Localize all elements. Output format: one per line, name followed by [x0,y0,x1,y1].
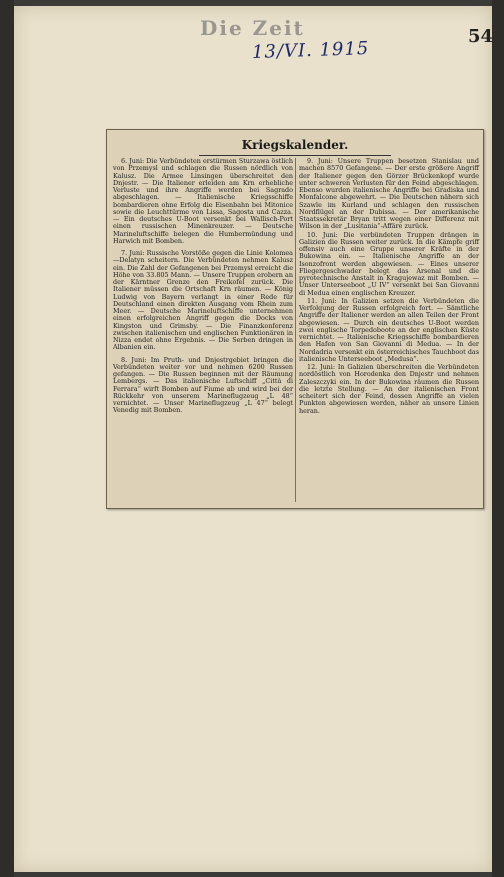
entry-june-7: 7. Juni: Russische Vorstöße gegen die Linie Kolomea—Delatyn scheitern. Die Verbündeten nehmen Kalusz ein. Die Zahl der Gefangenen bei Przemysl erreicht die Höhe von 33.805 Mann. — Unsere Truppen erobern an der Kärntner Grenze den Freikofel zurück. Die Italiener müssen die Ortschaft Krn räumen. — König Ludwig von Bayern verlangt in einer Rede für Deutschland einen direkten Ausgang vom Rhein zum Meer. — Deutsche Marineluftschiffe unternehmen einen erfolgreichen Angriff gegen die Docks von Kingston und Grimsby. — Die Finanzkonferenz zwischen italienischen und englischen Funktionären in Nizza endet ohne Ergebnis. — Die Serben dringen in Albanien ein. [113,249,293,352]
entry-june-6: 6. Juni: Die Verbündeten erstürmen Sturzawa östlich von Przemysl und schlagen die Russen nördlich von Kalusz. Die Armee Linsingen überschreitet den Dnjestr. — Die Italiener erleiden am Krn erhebliche Verluste und ihre Angriffe werden bei Sagrado abgeschlagen. — Italienische Kriegsschiffe bombardieren ohne Erfolg die Eisenbahn bei Mitonice sowie die Leuchttürme von Lissa, Sagosta und Cazza. — Ein deutsches U-Boot versenkt bei Wallisch-Port einen russischen Minenkreuzer. — Deutsche Marineluftschiffe belegen die Humbermündung und Harwich mit Bomben. [113,157,293,245]
entry-june-9: 9. Juni: Unsere Truppen besetzen Stanislau und machen 8570 Gefangene. — Der erste größere Angriff der Italiener gegen den Görzer Brückenkopf wurde unter schweren Verlusten für den Feind abgeschlagen. Ebenso wurden italienische Angriffe bei Gradiska und Monfalcone abgewehrt. — Die Deutschen nähern sich Szawle im Kurland und schlagen den russischen Nordflügel an der Dubissa. — Der amerikanische Staatssekretär Bryan tritt wegen einer Differenz mit Wilson in der „Lusitania“-Affäre zurück. [299,157,479,231]
entry-june-8: 8. Juni: Im Pruth- und Dnjestrgebiet bringen die Verbündeten weiter vor und nehmen 6200 Russen gefangen. — Die Russen beginnen mit der Räumung Lembergs. — Das italienische Luftschiff „Città di Ferrara“ wirft Bomben auf Fiume ab und wird bei der Rückkehr von unserem Marineflugzeug „L 48“ vernichtet. — Unser Marineflugzeug „L 47“ belegt Venedig mit Bomben. [113,355,293,415]
right-column [299,158,479,416]
entry-june-10: 10. Juni: Die verbündeten Truppen drängen in Galizien die Russen weiter zurück. In die Kämpfe griff offensiv auch eine Gruppe unserer Kräfte in der Bukowina ein. — Italienische Angriffe an der Isonzofront werden abgewiesen. — Eines unserer Fliegergeschwader belegt das Arsenal und die pyrotechnische Anstalt in Kragujewaz mit Bomben. — Unser Unterseeboot „U IV“ versenkt bei San Giovanni di Medua einen englischen Kreuzer. [299,230,479,297]
entry-june-12: 12. Juni: In Galizien überschreiten die Verbündeten nordöstlich von Horodenka den Dnjestr und nehmen Zaleszczyki ein. In der Bukowina räumen die Russen die letzte Stellung. — An der italienischen Front scheitert sich der Feind, dessen Angriffe an vielen Punkten abgewiesen werden, näher an unsere Linien heran. [299,363,479,415]
scan-edge-left [0,0,14,877]
clipping-title: Kriegskalender. [241,138,349,152]
archive-page [14,6,492,872]
newspaper-stamp: Die Zeit [200,16,305,40]
page-number: 54 [468,26,494,47]
left-column [113,158,293,420]
column-divider [295,158,296,502]
title-underline [199,155,391,156]
entry-june-11: 11. Juni: In Galizien setzen die Verbündeten die Verfolgung der Russen erfolgreich fort. — Sämtliche Angriffe der Italiener werden an allen Teilen der Front abgewiesen. — Durch ein deutsches U-Boot werden zwei englische Torpedoboote an der englischen Küste vernichtet. — Italienische Kriegsschiffe bombardieren den Hafen von San Giovanni di Medua. — In der Nordadria versenkt ein österreichisches Tauchboot das italienische Unterseeboot „Medusa“. [299,296,479,363]
handwritten-date: 13/VI. 1915 [251,37,370,64]
scan-edge-right [492,0,504,877]
newspaper-clipping [106,129,484,509]
